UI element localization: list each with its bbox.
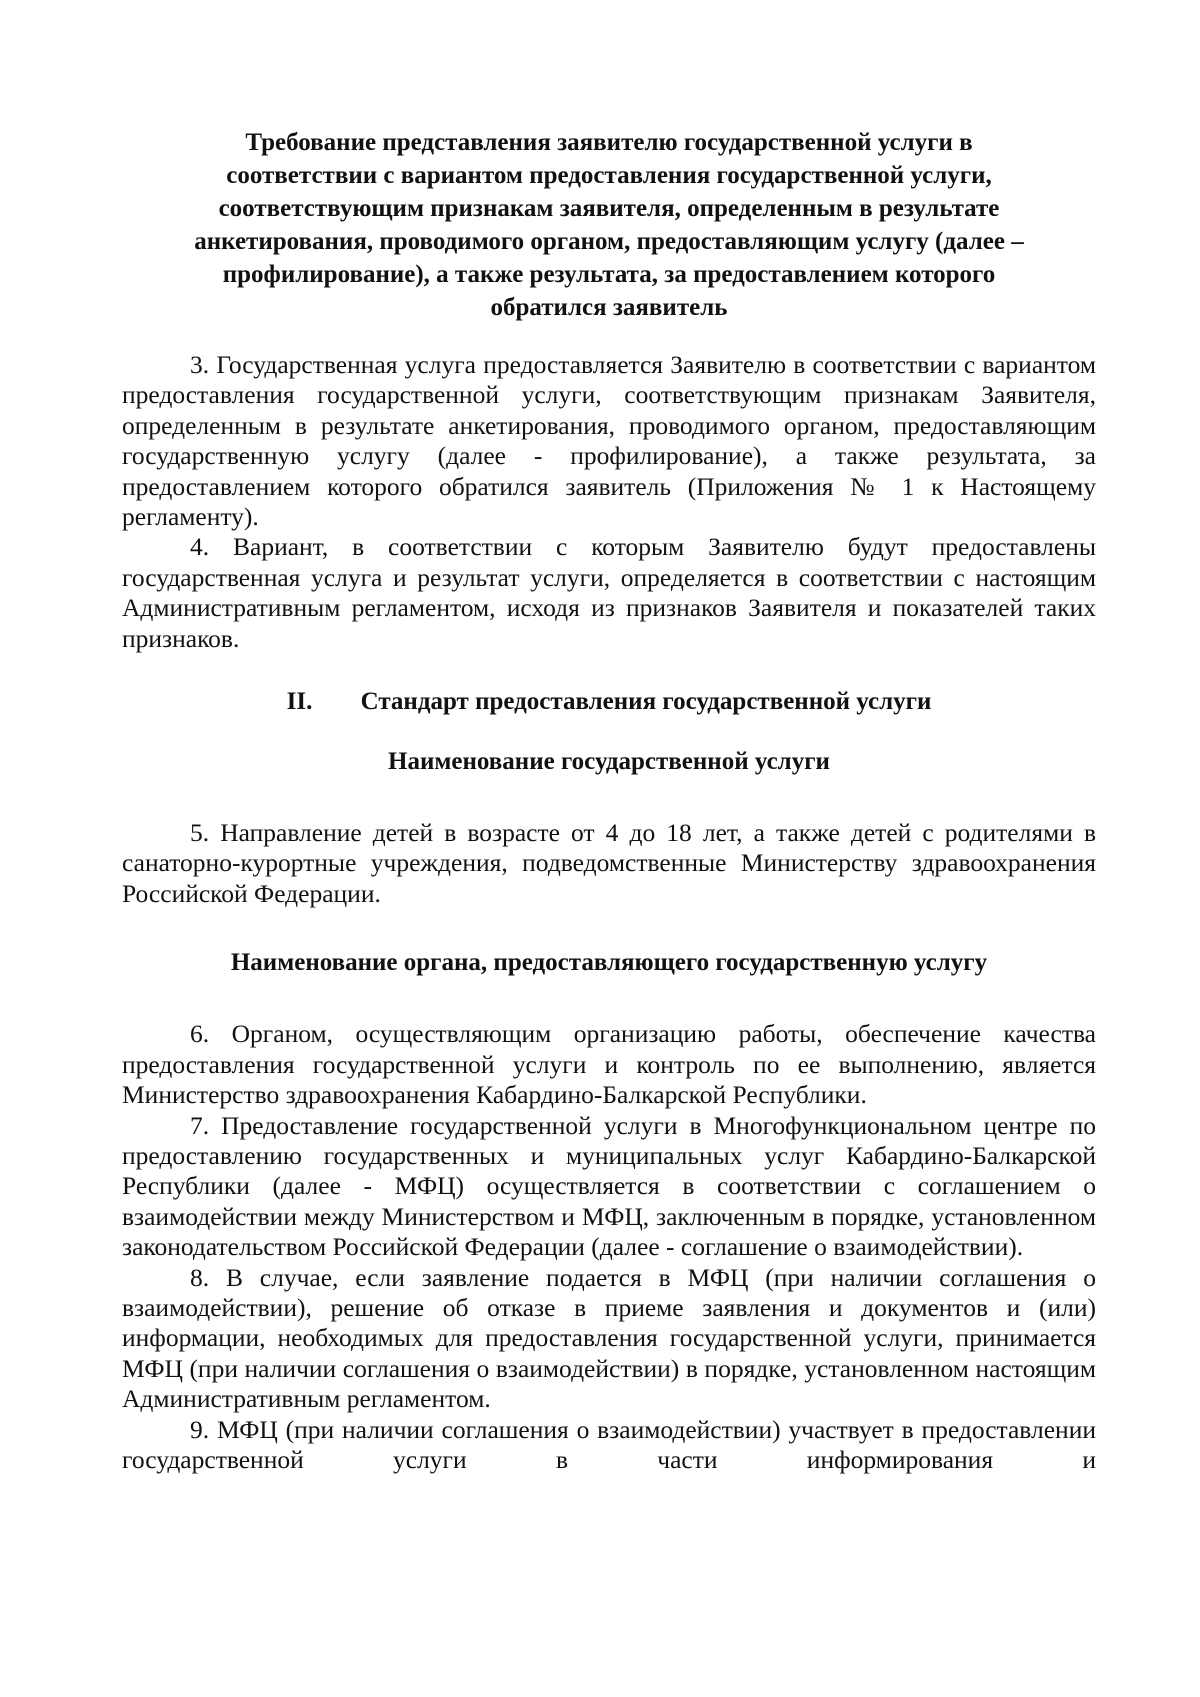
title-line: Требование представления заявителю государственной услуги в	[245, 129, 973, 156]
title-line: профилирование), а также результата, за предоставлением которого	[222, 261, 996, 288]
subheading-service-name: Наименование государственной услуги	[388, 748, 830, 776]
paragraph-7: 7. Предоставление государственной услуги в Многофункциональном центре по предоставлению государственных и муниципальных услуг Кабардино-Балкарской Республики (далее - МФЦ) осуществляется в соответствии с соглашением о взаимодействии между Министерством и МФЦ, заключенным в порядке, установленном законодательством Российской Федерации (далее - соглашение о взаимодействии).	[122, 1110, 1096, 1262]
paragraph-9: 9. МФЦ (при наличии соглашения о взаимодействии) участвует в предоставлении государственной услуги в части информирования и	[122, 1414, 1096, 1474]
subheading-authority-name: Наименование органа, предоставляющего государственную услугу	[230, 949, 988, 977]
paragraph-8: 8. В случае, если заявление подается в МФЦ (при наличии соглашения о взаимодействии), решение об отказе в приеме заявления и документов и (или) информации, необходимых для предоставления государственной услуги, принимается МФЦ (при наличии соглашения о взаимодействии) в порядке, установленном настоящим Административным регламентом.	[122, 1262, 1096, 1414]
paragraph-6: 6. Органом, осуществляющим организацию работы, обеспечение качества предоставления государственной услуги и контроль по ее выполнению, является Министерство здравоохранения Кабардино-Балкарской Республики.	[122, 1019, 1096, 1110]
paragraph-5: 5. Направление детей в возрасте от 4 до 18 лет, а также детей с родителями в санаторно-курортные учреждения, подведомственные Министерству здравоохранения Российской Федерации.	[122, 818, 1096, 908]
title-line: соответствии с вариантом предоставления государственной услуги,	[226, 162, 992, 189]
section-heading	[122, 686, 1096, 718]
paragraph-4: 4. Вариант, в соответствии с которым Заявителю будут предоставлены государственная услуга и результат услуги, определяется в соответствии с настоящим Административным регламентом, исходя из признаков Заявителя и показателей таких признаков.	[122, 532, 1096, 653]
title-line: соответствующим признакам заявителя, определенным в результате	[218, 195, 1000, 222]
document-body	[122, 126, 1096, 1475]
title-line: анкетирования, проводимого органом, предоставляющим услугу (далее –	[194, 228, 1024, 255]
title-line: обратился заявитель	[490, 294, 728, 321]
document-title	[122, 126, 1096, 324]
section-title: Стандарт предоставления государственной услуги	[360, 688, 932, 716]
section-number: II.	[286, 688, 313, 716]
paragraph-3: 3. Государственная услуга предоставляется Заявителю в соответствии с вариантом предоставления государственной услуги, соответствующим признакам Заявителя, определенным в результате анкетирования, проводимого органом, предоставляющим государственную услугу (далее - профилирование), а также результата, за предоставлением которого обратился заявитель (Приложения № 1 к Настоящему регламенту).	[122, 350, 1096, 532]
